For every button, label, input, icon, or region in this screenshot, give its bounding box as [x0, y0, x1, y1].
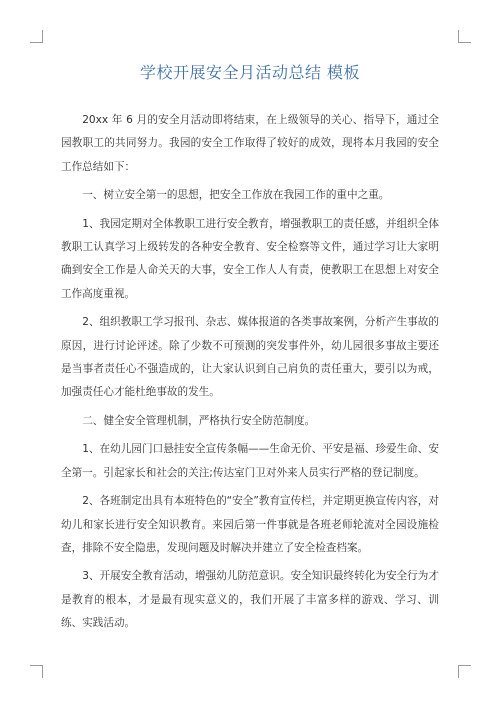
paragraph-section-2-item-2: 2、各班制定出具有本班特色的“安全”教育宣传栏，并定期更换宣传内容，对幼儿和家长进行安全知识教育。来园后第一件事就是各班老师轮流对全园设施检查，排除不安全隐患，发现问题及时解决并建立了安全检查档案。	[61, 495, 439, 554]
paragraph-intro: 20xx 年 6 月的安全月活动即将结束，在上级领导的关心、指导下，通过全园教职工的共同努力。我园的安全工作取得了较好的成效，现将本月我园的安全工作总结如下：	[61, 114, 439, 173]
paragraph-section-1-item-1: 1、我园定期对全体教职工进行安全教育，增强教职工的责任感，并组织全体教职工认真学习上级转发的各种安全教育、安全检察等文件，通过学习让大家明确到安全工作是人命关天的大事，安全工作人人有责，使教职工在思想上对安全工作高度重视。	[61, 217, 439, 300]
crop-mark-top-left	[30, 30, 43, 43]
crop-mark-bottom-right	[458, 665, 471, 678]
document-body	[61, 109, 439, 641]
crop-mark-top-right	[458, 30, 471, 43]
paragraph-section-2-item-1: 1、在幼儿园门口悬挂安全宣传条幅——生命无价、平安是福、珍爱生命、安全第一。引起家长和社会的关注;传达室门卫对外来人员实行严格的登记制度。	[61, 443, 439, 479]
document-title: 学校开展安全月活动总结 模板	[139, 63, 361, 82]
crop-mark-bottom-left	[30, 665, 43, 678]
paragraph-section-2-heading: 二、健全安全管理机制，严格执行安全防范制度。	[82, 414, 316, 427]
paragraph-section-1-heading: 一、树立安全第一的思想，把安全工作放在我园工作的重中之重。	[82, 189, 390, 202]
paragraph-section-2-item-3: 3、开展安全教育活动，增强幼儿防范意识。安全知识最终转化为安全行为才是教育的根本，才是最有现实意义的，我们开展了丰富多样的游戏、学习、训练、实践活动。	[61, 570, 439, 630]
paragraph-section-1-item-2: 2、组织教职工学习报刊、杂志、媒体报道的各类事故案例，分析产生事故的原因，进行讨论评述。除了少数不可预测的突发事件外，幼儿园很多事故主要还是当事者责任心不强造成的，让大家认识到自己肩负的责任重大，要引以为戒，加强责任心才能杜绝事故的发生。	[61, 316, 439, 399]
